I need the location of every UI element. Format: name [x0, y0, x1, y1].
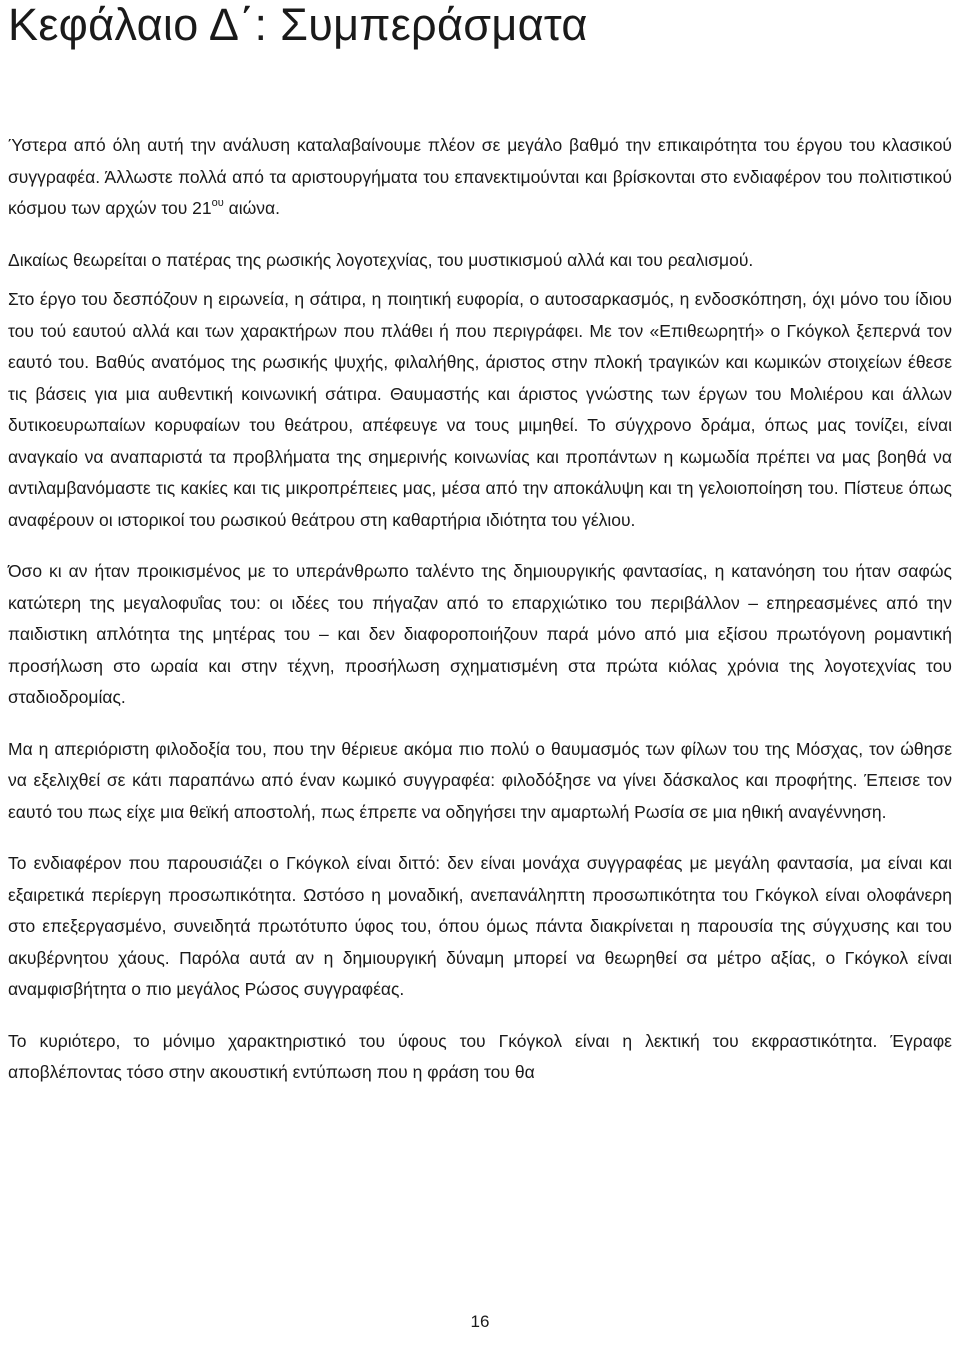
paragraph-5: Το ενδιαφέρον που παρουσιάζει ο Γκόγκολ είναι διττό: δεν είναι μονάχα συγγραφέας με μεγάλη φαντασία, μα είναι και εξαιρετικά περίεργη προσωπικότητα. Ωστόσο η μοναδική, ανεπανάληπτη προσωπικότητα του Γκόγκολ είναι ολοφάνερη στο επεξεργασμένο, συνειδητά πρωτότυπο ύφος του, όπου όμως πάντα διακρίνεται η παρουσία της σύγχυσης και του ακυβέρνητου χάους. Παρόλα αυτά αν η δημιουργική δύναμη μπορεί να θεωρηθεί σα μέτρο αξίας, ο Γκόγκολ είναι αναμφισβήτητα ο πιο μεγάλος Ρώσος συγγραφέας.: [8, 853, 952, 999]
paragraph-6: Το κυριότερο, το μόνιμο χαρακτηριστικό του ύφους του Γκόγκολ είναι η λεκτική του εκφραστικότητα. Έγραφε αποβλέποντας τόσο στην ακουστική εντύπωση που η φράση του θα: [8, 1030, 952, 1082]
paragraph-2: Στο έργο του δεσπόζουν η ειρωνεία, η σάτιρα, η ποιητική ευφορία, ο αυτοσαρκασμός, η ενδοσκόπηση, όχι μόνο του ίδιου του τού εαυτού αλλά και των χαρακτήρων που πλάθει ή που περιγράφει. Με τον «Επιθεωρητή» ο Γκόγκολ ξεπερνά τον εαυτό του. Βαθύς ανατόμος της ρωσικής ψυχής, φιλαλήθης, άριστος στην πλοκή τραγικών και κωμικών στοιχείων έθεσε τις βάσεις για μια αυθεντική κοινωνική σάτιρα. Θαυμαστής και άριστος γνώστης των έργων του Μολιέρου και άλλων δυτικοευρωπαίων κορυφαίων του θεάτρου, απέφευγε να τους μιμηθεί. Το σύγχρονο δράμα, όπως μας τονίζει, είναι αναγκαίο να αναπαριστά τα προβλήματα της σημερινής κοινωνίας και προπάντων η κωμωδία πρέπει να μας βοηθά να αντιλαμβανόμαστε τις κακίες και τις μικροπρέπειες μας, μέσα από την αποκάλυψη και τη γελοιοποίηση του. Πίστευε όπως αναφέρουν οι ιστορικοί του ρωσικού θεάτρου στη καθαρτήρια ιδιότητα του γέλιου.: [8, 289, 952, 530]
paragraph-2-first-line: Δικαίως θεωρείται ο πατέρας της ρωσικής λογοτεχνίας, του μυστικισμού αλλά και του ρεαλισμού.: [8, 249, 754, 270]
paragraph-1-end: αιώνα.: [223, 198, 281, 218]
paragraph-1: [8, 130, 952, 225]
superscript-ordinal: ου: [211, 197, 224, 209]
page-number: 16: [470, 1312, 490, 1331]
chapter-title: Κεφάλαιο Δ΄: Συμπεράσματα: [8, 0, 588, 50]
paragraph-4: Μα η απεριόριστη φιλοδοξία του, που την θέριευε ακόμα πιο πολύ ο θαυμασμός των φίλων του της Μόσχας, τον ώθησε να εξελιχθεί σε κάτι παραπάνω από έναν κωμικό συγγραφέα: φιλοδόξησε να γίνει δάσκαλος και προφήτης. Έπεισε τον εαυτό του πως είχε μια θεϊκή αποστολή, πως έπρεπε να οδηγήσει την αμαρτωλή Ρωσία σε μια ηθική αναγέννηση.: [8, 738, 952, 822]
paragraph-3: Όσο κι αν ήταν προικισμένος με το υπεράνθρωπο ταλέντο της δημιουργικής φαντασίας, η κατανόηση του ήταν σαφώς κατώτερη της μεγαλοφυΐας του: οι ιδέες του πήγαζαν από το επαρχιώτικο του περιβάλλον – επηρεασμένες από την παιδιστικη απλότητα της μητέρας του – και δεν διαφοροποιήζουν παρά μόνο από μια εξίσου πρωτόγονη ρομαντική προσήλωση στο ωραία και στην τέχνη, προσήλωση σχηματισμένη στα πρώτα κιόλας χρόνια της λογοτεχνίας του σταδιοδρομίας.: [8, 561, 952, 707]
document-body: [8, 130, 952, 1109]
paragraph-1-text: Ύστερα από όλη αυτή την ανάλυση καταλαβαίνουμε πλέον σε μεγάλο βαθμό την επικαιρότητα του έργου του κλασικού συγγραφέα. Άλλωστε πολλά από τα αριστουργήματα του επανεκτιμούνται και βρίσκονται στο ενδιαφέρον του πολιτιστικού κόσμου των αρχών του 21: [8, 135, 952, 218]
